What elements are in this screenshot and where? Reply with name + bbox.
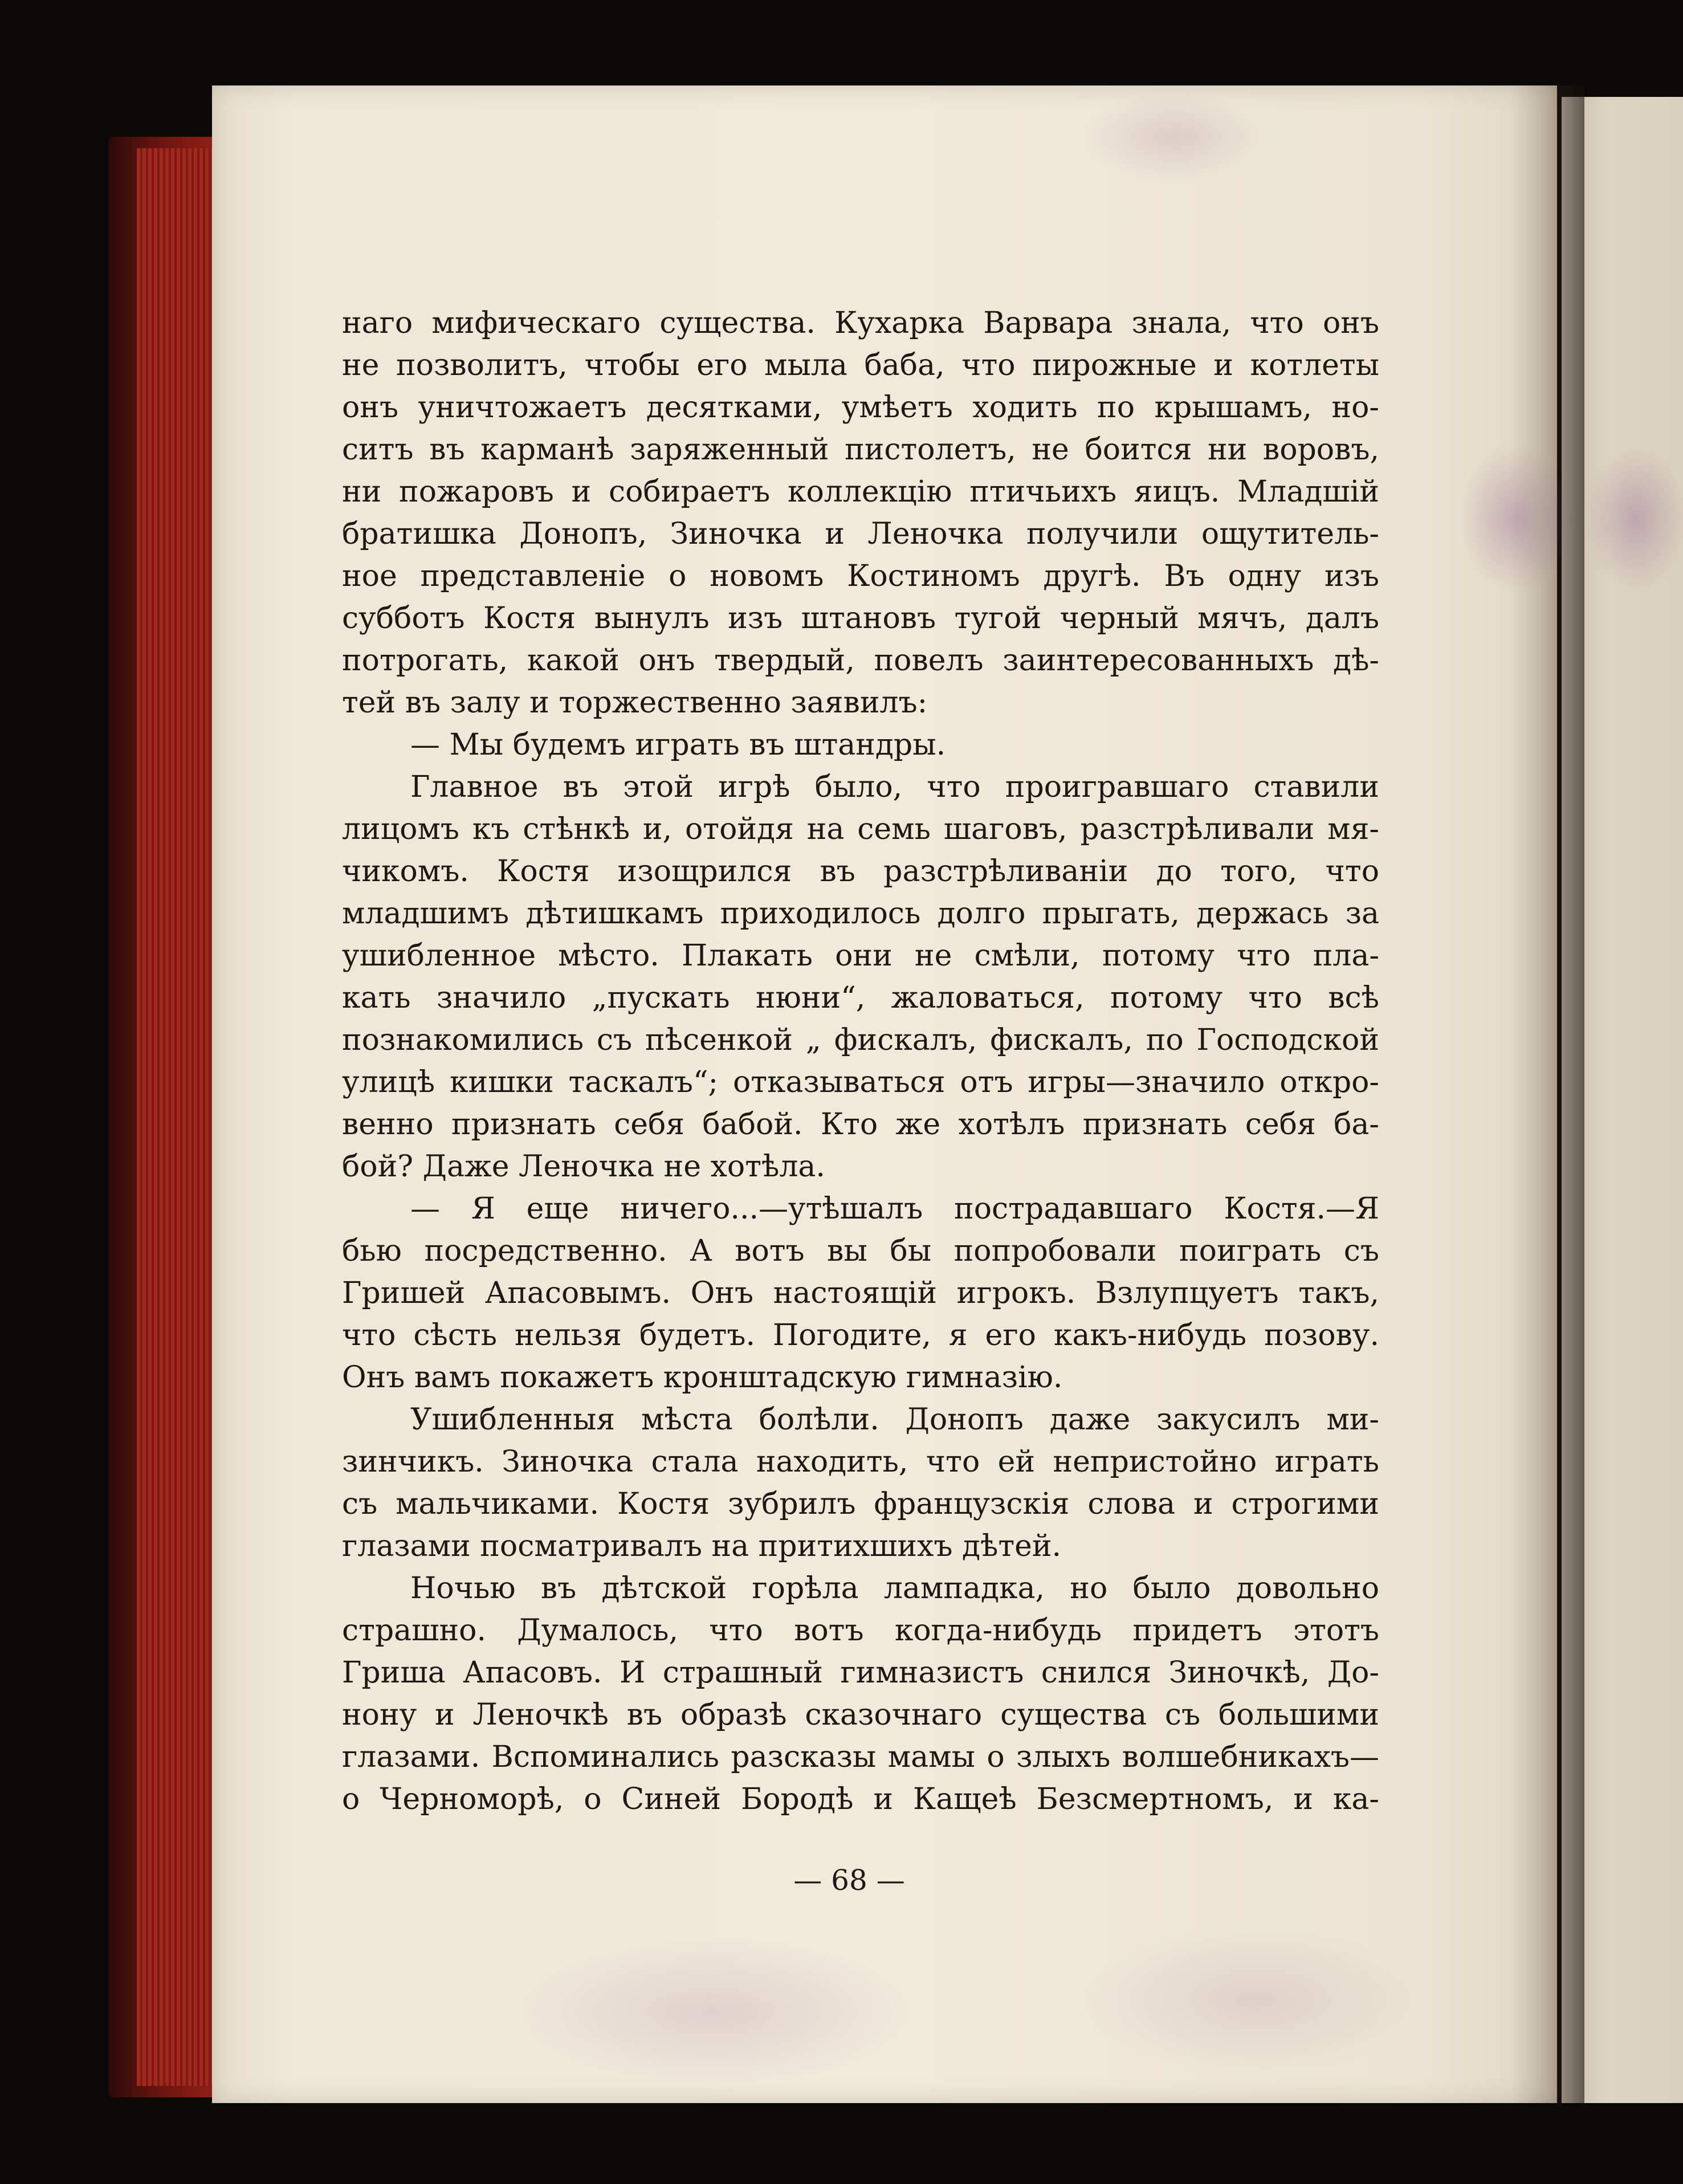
text-line: младшимъ дѣтишкамъ приходилось долго прыгать, держась за [342, 897, 1379, 931]
page-text [342, 302, 1379, 1820]
text-line: Гришей Апасовымъ. Онъ настоящій игрокъ. Взлупцуетъ такъ, [342, 1276, 1379, 1310]
text-line: Ушибленныя мѣста болѣли. Донопъ даже закусилъ ми- [410, 1403, 1379, 1437]
text-line: потрогать, какой онъ твердый, повелъ заинтересованныхъ дѣ- [342, 643, 1379, 678]
text-line: улицѣ кишки таскалъ“; отказываться отъ игры—значило откро- [342, 1065, 1379, 1099]
text-line: что сѣсть нельзя будетъ. Погодите, я его какъ-нибудь позову. [342, 1318, 1379, 1352]
text-line: Гриша Апасовъ. И страшный гимназистъ снился Зиночкѣ, До- [342, 1656, 1379, 1690]
text-line: бой? Даже Леночка не хотѣла. [342, 1150, 825, 1184]
text-line: не позволитъ, чтобы его мыла баба, что пирожные и котлеты [342, 348, 1379, 382]
text-line: онъ уничтожаетъ десятками, умѣетъ ходить по крышамъ, но- [342, 390, 1379, 425]
text-line: наго мифическаго существа. Кухарка Варвара знала, что онъ [342, 306, 1379, 340]
text-line: лицомъ къ стѣнкѣ и, отойдя на семь шаговъ, разстрѣливали мя- [342, 812, 1379, 846]
text-line: ушибленное мѣсто. Плакать они не смѣли, потому что пла- [342, 939, 1379, 973]
ink-stain [1459, 445, 1573, 593]
ink-stain [1083, 91, 1265, 182]
page-gutter [1510, 85, 1584, 2103]
text-line: ное представленіе о новомъ Костиномъ другѣ. Въ одну изъ [342, 559, 1379, 593]
text-line: Ночью въ дѣтской горѣла лампадка, но было довольно [410, 1571, 1379, 1606]
text-line: ситъ въ карманѣ заряженный пистолетъ, не боится ни воровъ, [342, 433, 1379, 467]
text-line: страшно. Думалось, что вотъ когда-нибудь придетъ этотъ [342, 1613, 1379, 1648]
text-line: чикомъ. Костя изощрился въ разстрѣливаніи до того, что [342, 854, 1379, 889]
text-line: ни пожаровъ и собираетъ коллекцію птичьихъ яицъ. Младшій [342, 475, 1379, 509]
text-line: съ мальчиками. Костя зубрилъ французскія слова и строгими [342, 1487, 1379, 1521]
text-line: тей въ залу и торжественно заявилъ: [342, 686, 928, 720]
ink-stain [513, 1938, 912, 2086]
text-line: кать значило „пускать нюни“, жаловаться, потому что всѣ [342, 981, 1379, 1015]
text-line: Онъ вамъ покажетъ кронштадскую гимназію. [342, 1360, 1063, 1395]
text-line: о Черноморѣ, о Синей Бородѣ и Кащеѣ Безсмертномъ, и ка- [342, 1782, 1379, 1816]
text-line: братишка Донопъ, Зиночка и Леночка получили ощутитель- [342, 517, 1379, 551]
ink-stain [1584, 445, 1683, 593]
text-line: бью посредственно. А вотъ вы бы попробовали поиграть съ [342, 1234, 1379, 1268]
text-line: — Мы будемъ играть въ штандры. [410, 728, 946, 762]
text-line: Главное въ этой игрѣ было, что проигравшаго ставили [410, 770, 1379, 804]
text-line: — Я еще ничего...—утѣшалъ пострадавшаго Костя.—Я [410, 1192, 1379, 1226]
text-line: субботъ Костя вынулъ изъ штановъ тугой черный мячъ, далъ [342, 601, 1379, 635]
text-line: глазами. Вспоминались разсказы мамы о злыхъ волшебникахъ— [342, 1740, 1379, 1774]
page-number: — 68 — [793, 1864, 905, 1897]
text-line: нону и Леночкѣ въ образѣ сказочнаго существа съ большими [342, 1698, 1379, 1732]
ink-stain [1083, 1926, 1425, 2075]
text-line: глазами посматривалъ на притихшихъ дѣтей. [342, 1529, 1062, 1563]
text-line: познакомились съ пѣсенкой „ фискалъ, фискалъ, по Господской [342, 1023, 1379, 1057]
text-line: зинчикъ. Зиночка стала находить, что ей непристойно играть [342, 1445, 1379, 1479]
text-line: венно признать себя бабой. Кто же хотѣлъ признать себя ба- [342, 1107, 1379, 1142]
